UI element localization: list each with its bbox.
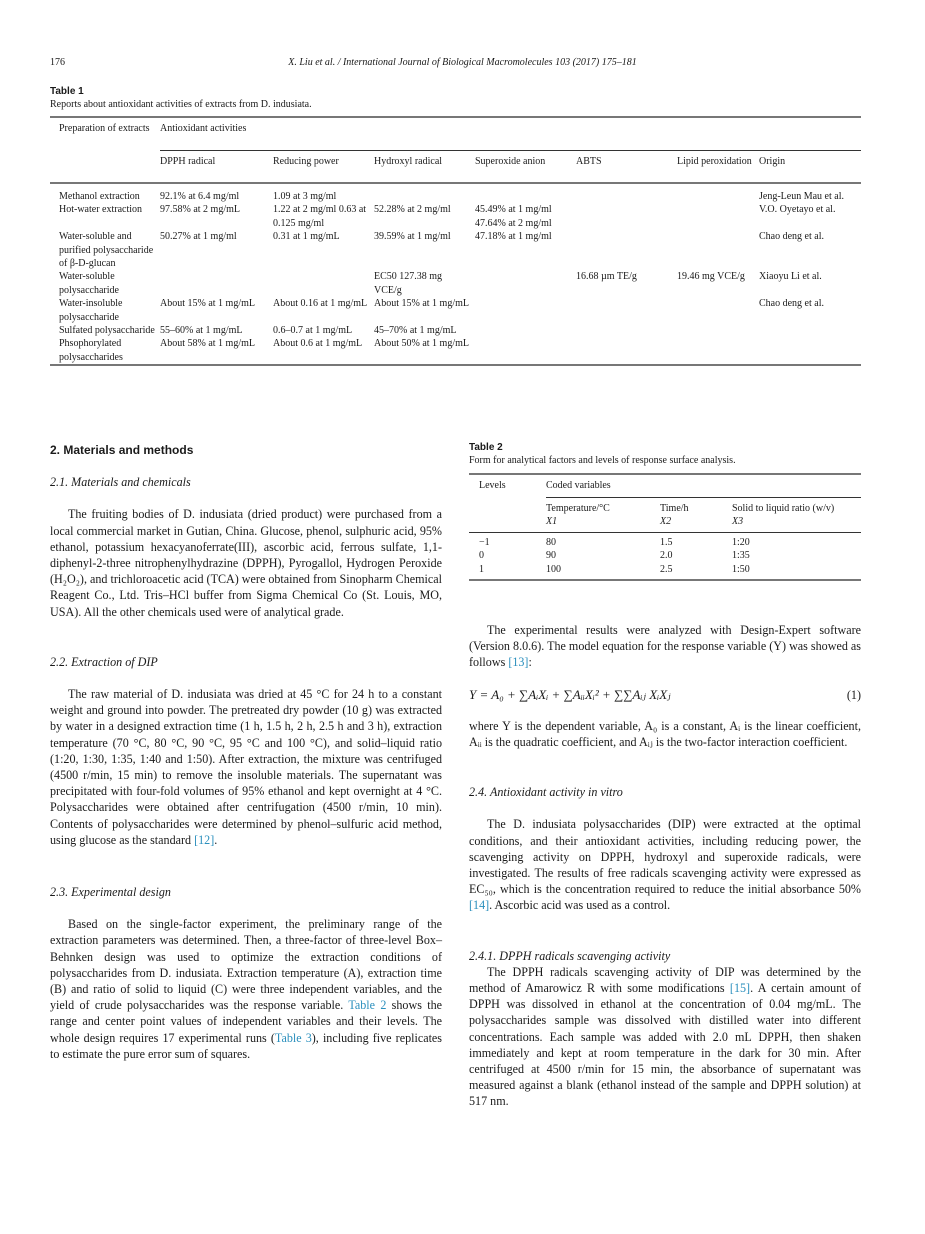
t1-cell — [759, 324, 861, 337]
section-2-4-tail: . Ascorbic acid was used as a control. — [489, 898, 671, 913]
t2-cell: 1.5 — [660, 536, 673, 548]
t2-cell: 2.0 — [660, 550, 673, 562]
t1-cell: V.O. Oyetayo et al. — [759, 204, 836, 216]
t1-row-label: Phsophorylated polysaccharides — [59, 338, 123, 363]
t1-cell — [475, 183, 576, 203]
t1-row-label: Hot-water extraction — [59, 204, 143, 216]
table1-caption: Reports about antioxidant activities of extracts from D. indusiata. — [50, 99, 312, 110]
table1-row — [50, 270, 861, 297]
table1-row — [50, 203, 861, 230]
ref-12-link[interactable]: [12] — [194, 832, 215, 847]
equation-number: (1) — [846, 687, 861, 702]
model-paragraph: The experimental results were analyzed with Design-Expert software (Version 8.0.6). The model equation for the response variable (Y) was showed as follows [13]: — [469, 623, 861, 670]
left-column — [50, 442, 442, 1062]
t1-cell: About 58% at 1 mg/mL — [160, 338, 255, 350]
equation-1 — [469, 687, 861, 703]
section-2-3-text-b: shows the range and center point values of independent variables and their levels. The whole design requires 17 experimental runs ( — [50, 998, 442, 1045]
t2-group-header: Coded variables — [546, 474, 861, 498]
table2-row — [469, 563, 861, 580]
t1-cell — [677, 203, 759, 230]
section-2-2-text: The raw material of D. indusiata was dried at 45 °C for 24 h to a constant weight and ground into powder. The pretreated dry powder (10 g) was extracted by water in a designed extraction time (1 h, 1.5 h, 2 h, 2.5 h and 3 h), extraction temperature (70 °C, 80 °C, 90 °C, 95 °C and 100 °C), and solid–liquid ratio (1:20, 1:30, 1:35, 1:40 and 1:50). After extraction, the mixture was centrifuged (4500 r/min, 15 min) to remove the insoluble materials. The supernatant was precipitated with four-fold volumes of 95% ethanol and kept overnight at 4 °C. Polysaccharides were obtained after centrifugation (4500 r/min, 10 min). Contents of polysaccharides were determined by phenol–sulfuric acid method, using glucose as the standard — [50, 687, 442, 847]
t1-col-header: Lipid peroxidation — [677, 156, 752, 167]
table2-row — [469, 532, 861, 549]
table2-caption: Form for analytical factors and levels of response surface analysis. — [469, 455, 736, 466]
section-2-3-paragraph — [50, 916, 442, 1062]
t1-cell: About 50% at 1 mg/mL — [374, 338, 469, 350]
section-2-4-1-text-b: . A certain amount of DPPH was dissolved in ethanol at the concentration of 0.04 mg/mL. The polysaccharides sample was dissolved with distilled water into different concentrations. Each sample was added with 2.0 mL DPPH, then shaken immediately and kept at room temperature in the dark for 30 min. After centrifuged at 4500 r/min for 15 min, the absorbance of supernatant was measured against a blank (ethanol instead of the sample and DPPH solution) at 517 nm. — [469, 981, 862, 1109]
section-2-heading: 2. Materials and methods — [50, 443, 194, 457]
table1-row — [50, 297, 861, 324]
t1-col-header: Superoxide anion — [475, 156, 546, 167]
where-text: where Y is the dependent variable, A₀ is a constant, Aᵢ is the linear coefficient, Aᵢᵢ is the quadratic coefficient, and Aᵢⱼ is the two-factor interaction coefficient. — [469, 718, 861, 750]
running-title: X. Liu et al. / International Journal of Biological Macromolecules 103 (2017) 175–181 — [288, 57, 637, 68]
t2-col-ratio-var: X3 — [732, 516, 744, 528]
t2-level: 0 — [479, 550, 484, 562]
t1-row-label: Sulfated polysaccharide — [59, 325, 155, 337]
t1-cell — [576, 297, 677, 324]
section-2-1-heading: 2.1. Materials and chemicals — [50, 475, 191, 490]
t1-cell — [677, 183, 759, 203]
t1-cell: About 0.16 at 1 mg/mL — [273, 298, 368, 310]
t1-cell — [475, 337, 576, 365]
t1-col-header: DPPH radical — [160, 156, 216, 167]
t2-cell: 100 — [546, 563, 561, 575]
t2-col-levels: Levels — [479, 480, 506, 491]
table1-caption-block — [50, 85, 861, 111]
t1-cell: 39.59% at 1 mg/ml — [374, 231, 451, 243]
t1-row-label: Methanol extraction — [59, 191, 140, 202]
t1-cell — [677, 297, 759, 324]
t1-cell: 45–70% at 1 mg/mL — [374, 325, 457, 337]
t1-col-preparation: Preparation of extracts — [59, 123, 150, 134]
t2-cell: 90 — [546, 550, 556, 562]
section-2-3-text-a: Based on the single-factor experiment, the preliminary range of the extraction parameters was determined. Then, a three-factor of three-level Box–Behnken design was used to optimize the extraction conditions of polysaccharides from D. indusiata. Extraction temperature (A), extraction time (B) and ratio of solid to liquid (C) were three independent variables, and the yield of crude polysaccharides was the response variable. — [50, 917, 442, 1013]
t1-cell — [475, 270, 576, 297]
section-2-4-text: The D. indusiata polysaccharides (DIP) were extracted at the optimal conditions, and their antioxidant activities, including reducing power, the scavenging activity on DPPH, hydroxyl and superoxide radicals, were investigated. The results of free radicals scavenging activity were expressed as EC₅₀, which is the concentration required to reduce the initial absorbance 50% — [469, 817, 861, 897]
t1-cell — [160, 270, 273, 297]
table1-row — [50, 230, 861, 270]
t2-level: −1 — [479, 536, 490, 548]
right-column — [469, 622, 861, 1110]
t1-cell: 97.58% at 2 mg/mL — [160, 204, 240, 216]
t1-cell: 1.22 at 2 mg/ml 0.63 at 0.125 mg/ml — [273, 204, 367, 229]
t2-cell: 2.5 — [660, 563, 673, 575]
t1-cell: About 15% at 1 mg/mL — [160, 298, 255, 310]
page-number: 176 — [50, 57, 65, 68]
ref-15-link[interactable]: [15] — [729, 981, 751, 996]
t1-cell: 47.18% at 1 mg/ml — [475, 231, 552, 243]
t1-cell: About 15% at 1 mg/mL — [374, 298, 469, 310]
t1-col-header: Hydroxyl radical — [374, 156, 443, 167]
t1-col-header: Reducing power — [273, 156, 339, 167]
t1-cell: Jeng-Leun Mau et al. — [759, 191, 844, 202]
t2-level: 1 — [479, 563, 484, 575]
table2-row — [469, 549, 861, 562]
table1-row — [50, 337, 861, 365]
section-2-4-1-heading: 2.4.1. DPPH radicals scavenging activity — [469, 948, 671, 963]
t2-col-time — [660, 498, 732, 533]
table2 — [469, 473, 861, 581]
t1-col-header: Origin — [759, 156, 786, 167]
t1-cell: 55–60% at 1 mg/mL — [160, 325, 243, 337]
t2-cell: 1:20 — [732, 536, 750, 548]
t1-row-label: Water-insoluble polysaccharide — [59, 298, 123, 323]
section-2-1-text: The fruiting bodies of D. indusiata (dried product) were purchased from a local commercial market in Gutian, China. Glucose, phenol, sulphuric acid, 95% ethanol, potassium hexacyanoferrate(III), ascorbic acid, ferrous sulfate, 1,1-diphenyl-2-three nitrophenylhydrazine (DPPH), Pyrogallol, Hydrogen Peroxide (H₂O₂), and trichloroacetic acid (TCA) were obtained from Sinopharm Chemical Reagent Co., Ltd. Tris–HCl buffer from Sigma Chemical Co (St. Louis, MO, USA). All the other chemicals used were of analytical grade. — [50, 507, 442, 619]
ref-13-link[interactable]: [13] — [508, 655, 529, 670]
t1-cell: 0.6–0.7 at 1 mg/mL — [273, 325, 353, 337]
t1-group-header: Antioxidant activities — [160, 117, 861, 151]
table1-row — [50, 324, 861, 337]
t2-cell: 1:35 — [732, 550, 750, 562]
table1-label: Table 1 — [50, 86, 84, 97]
t1-cell — [273, 270, 374, 297]
table1 — [50, 116, 861, 366]
table2-caption-block — [469, 441, 861, 467]
table2-label: Table 2 — [469, 442, 503, 453]
t2-col-temperature — [546, 498, 660, 533]
t2-col-temperature-label: Temperature/°C — [546, 503, 610, 514]
t1-cell: 19.46 mg VCE/g — [677, 271, 745, 283]
table3-link[interactable]: Table 3 — [274, 1030, 312, 1045]
ref-14-link[interactable]: [14] — [469, 898, 490, 913]
t1-cell — [576, 324, 677, 337]
t1-cell — [677, 324, 759, 337]
t1-cell — [677, 337, 759, 365]
section-2-4-paragraph — [469, 816, 861, 913]
t1-cell — [374, 183, 475, 203]
t1-cell: Chao deng et al. — [759, 231, 824, 243]
t1-cell — [576, 183, 677, 203]
t1-col-header: ABTS — [576, 156, 602, 167]
t1-row-label: Water-soluble polysaccharide — [59, 271, 119, 296]
section-2-4-1-text-a: The DPPH radicals scavenging activity of DIP was determined by the method of Amarowicz R with some modifications — [469, 964, 861, 996]
model-text: The experimental results were analyzed with Design-Expert software (Version 8.0.6). The model equation for the response variable (Y) was showed as follows — [469, 623, 861, 670]
t1-cell — [576, 337, 677, 365]
t1-cell — [576, 230, 677, 270]
t1-cell — [759, 337, 861, 365]
section-2-4-1-paragraph — [469, 964, 861, 1110]
t2-col-time-var: X2 — [660, 516, 672, 528]
t1-cell: 0.31 at 1 mg/mL — [273, 231, 340, 243]
t2-cell: 1:50 — [732, 563, 750, 575]
section-2-3-heading: 2.3. Experimental design — [50, 885, 171, 900]
table2-link[interactable]: Table 2 — [348, 998, 387, 1013]
section-2-2-heading: 2.2. Extraction of DIP — [50, 654, 158, 669]
t1-cell: 16.68 µm TE/g — [576, 271, 637, 283]
t2-col-temperature-var: X1 — [546, 516, 558, 528]
table1-row — [50, 183, 861, 203]
t1-cell: 52.28% at 2 mg/ml — [374, 204, 451, 216]
section-2-3-text-c: ), including five replicates to estimate the pure error sum of squares. — [50, 1030, 443, 1061]
equation-text: Y = A₀ + ∑AᵢXᵢ + ∑AᵢᵢXᵢ² + ∑∑Aᵢⱼ XᵢXⱼ — [469, 686, 671, 702]
section-2-4-heading: 2.4. Antioxidant activity in vitro — [469, 785, 623, 800]
t1-cell: 50.27% at 1 mg/ml — [160, 231, 237, 243]
t1-cell — [576, 203, 677, 230]
t1-cell — [677, 230, 759, 270]
t1-row-label: Water-soluble and purified polysaccharide of β-D-glucan — [59, 231, 154, 270]
t1-cell: 45.49% at 1 mg/ml 47.64% at 2 mg/ml — [475, 204, 552, 229]
t1-cell — [475, 297, 576, 324]
t2-col-time-label: Time/h — [660, 503, 689, 514]
t1-cell — [475, 324, 576, 337]
t1-cell: Xiaoyu Li et al. — [759, 271, 822, 283]
t1-cell: 1.09 at 3 mg/ml — [273, 191, 337, 202]
t2-col-ratio — [732, 498, 861, 533]
t1-cell: 92.1% at 6.4 mg/ml — [160, 191, 240, 202]
t2-col-ratio-label: Solid to liquid ratio (w/v) — [732, 503, 835, 514]
t1-cell: Chao deng et al. — [759, 298, 824, 310]
section-2-2-paragraph: The raw material of D. indusiata was dried at 45 °C for 24 h to a constant weight and ground into powder. The pretreated dry powder (10 g) was extracted by water in a designed extraction time (1 h, 1.5 h, 2 h, 2.5 h and 3 h), extraction temperature (70 °C, 80 °C, 90 °C, 95 °C and 100 °C), and solid–liquid ratio (1:20, 1:30, 1:35, 1:40 and 1:50). After extraction, the mixture was centrifuged (4500 r/min, 15 min) to remove the insoluble materials. The supernatant was precipitated with four-fold volumes of 95% ethanol and kept overnight at 4 °C. Polysaccharides were obtained after centrifugation (4500 r/min, 10 min). Contents of polysaccharides were determined by phenol–sulfuric acid method, using glucose as the standard [12]. — [50, 687, 442, 847]
t1-cell: About 0.6 at 1 mg/mL — [273, 338, 363, 350]
t2-cell: 80 — [546, 536, 556, 548]
t1-cell: EC50 127.38 mg VCE/g — [374, 271, 443, 296]
